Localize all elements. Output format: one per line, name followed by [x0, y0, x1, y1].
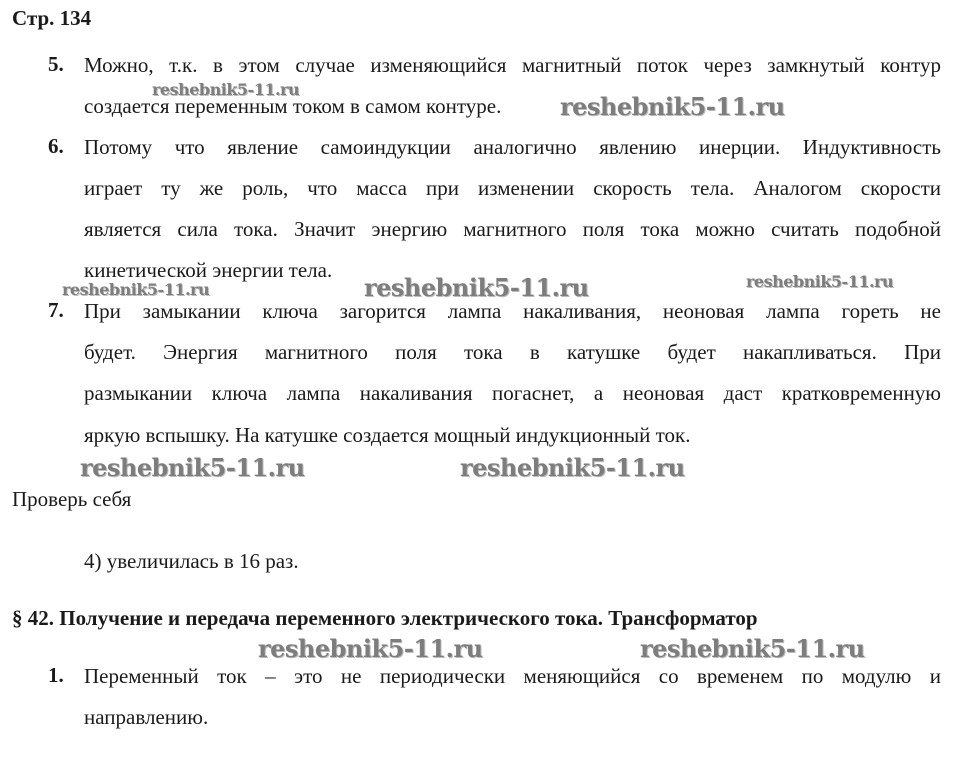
watermark: reshebnik5-11.ru	[62, 280, 210, 299]
item-text-line: кинетической энергии тела.	[84, 258, 333, 282]
item-text-line: является сила тока. Значит энергию магнитного поля тока можно считать подобной	[84, 217, 941, 241]
watermark: reshebnik5-11.ru	[152, 80, 300, 99]
item-text-line: будет. Энергия магнитного поля тока в катушке будет накапливаться. При	[84, 340, 941, 364]
item-text-line: При замыкании ключа загорится лампа накаливания, неоновая лампа гореть не	[84, 299, 941, 323]
watermark: reshebnik5-11.ru	[80, 453, 305, 482]
section-heading: § 42. Получение и передача переменного электрического тока. Трансформатор	[12, 606, 758, 630]
item-number: 6.	[48, 134, 64, 158]
item-number: 5.	[48, 52, 64, 76]
watermark: reshebnik5-11.ru	[460, 453, 685, 482]
watermark: reshebnik5-11.ru	[258, 634, 483, 663]
self-check-heading: Проверь себя	[12, 487, 132, 511]
item-text-line: создается переменным током в самом контуре.	[84, 94, 502, 118]
watermark: reshebnik5-11.ru	[364, 273, 589, 302]
item-text-line: яркую вспышку. На катушке создается мощный индукционный ток.	[84, 423, 691, 447]
item-text-line: размыкании ключа лампа накаливания погаснет, а неоновая даст кратковременную	[84, 381, 941, 405]
item-number: 7.	[48, 298, 64, 322]
item-text-line: Потому что явление самоиндукции аналогично явлению инерции. Индуктивность	[84, 135, 941, 159]
item-text-line: направлению.	[84, 705, 209, 729]
self-check-answer: 4) увеличилась в 16 раз.	[84, 549, 299, 573]
page-number-header: Стр. 134	[12, 6, 92, 30]
item-text-line: Переменный ток – это не периодически меняющийся со временем по модулю и	[84, 664, 941, 688]
watermark: reshebnik5-11.ru	[640, 634, 865, 663]
item-text-line: играет ту же роль, что масса при изменении скорость тела. Аналогом скорости	[84, 176, 941, 200]
watermark: reshebnik5-11.ru	[560, 92, 785, 121]
watermark: reshebnik5-11.ru	[746, 272, 894, 291]
item-number: 1.	[48, 663, 64, 687]
item-text-line: Можно, т.к. в этом случае изменяющийся магнитный поток через замкнутый контур	[84, 53, 941, 77]
